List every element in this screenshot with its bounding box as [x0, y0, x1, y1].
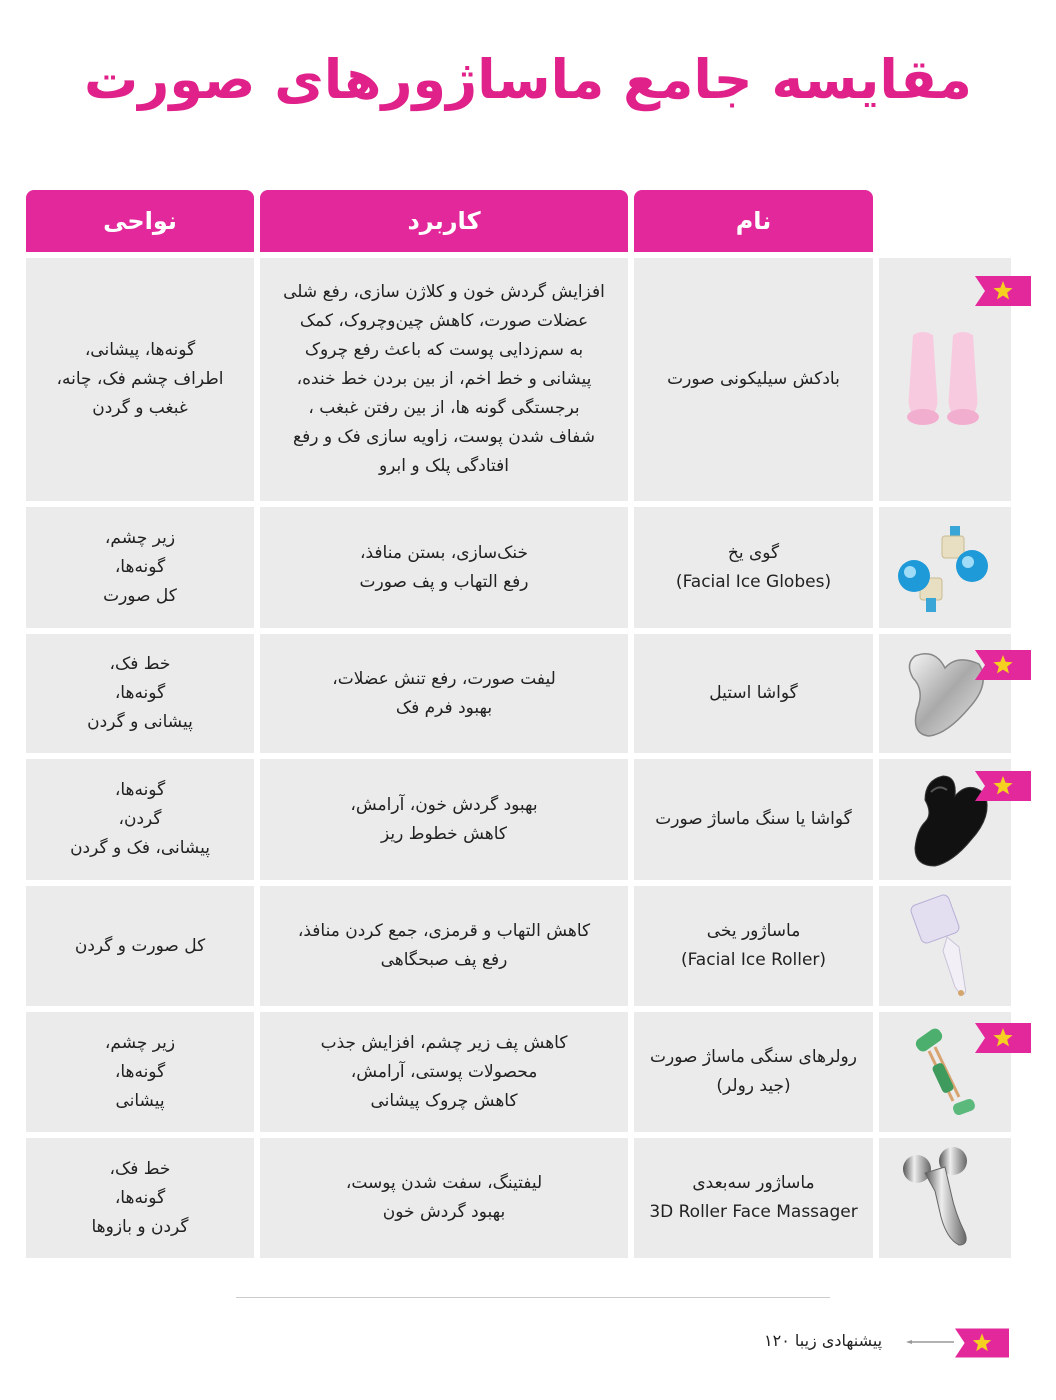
legend-label: پیشنهادی زیبا ۱۲۰ [764, 1331, 883, 1350]
product-name [634, 634, 873, 753]
name-line: (Facial Ice Roller) [680, 950, 827, 970]
areas-line: گونه‌ها، پیشانی، [84, 340, 196, 360]
usage-line: لیفتینگ، سفت شدن پوست، [345, 1173, 543, 1193]
3d-roller-image [895, 1143, 995, 1253]
usage-line: لیفت صورت، رفع تنش عضلات، [332, 668, 556, 689]
product-name [634, 1012, 873, 1132]
areas-line: گردن و بازوها [91, 1216, 189, 1237]
product-name [634, 759, 873, 880]
product-usage [260, 759, 628, 880]
areas-line: خط فک، [109, 654, 171, 674]
usage-line: افتادگی پلک و ابرو [378, 456, 510, 476]
areas-line: خط فک، [109, 1158, 171, 1179]
product-name [634, 1138, 873, 1258]
name-line: رولرهای سنگی ماساژ صورت [650, 1047, 857, 1067]
legend-arrow-icon [906, 1340, 954, 1344]
areas-line: گونه‌ها، [114, 1187, 166, 1208]
usage-line: کاهش خطوط ریز [381, 823, 507, 844]
recommended-star-icon [975, 650, 1031, 680]
product-name [634, 258, 873, 501]
usage-line: پیشانی و خط اخم، از بین بردن خط خنده، [296, 369, 592, 389]
header-areas: نواحی [26, 190, 254, 252]
usage-line: افزایش گردش خون و کلاژن سازی، رفع شلی [283, 282, 605, 302]
usage-line: رفع پف صبحگاهی [380, 950, 508, 970]
recommended-star-icon [975, 1023, 1031, 1053]
areas-line: زیر چشم، [104, 1032, 176, 1053]
areas-line: اطراف چشم فک، چانه، [56, 369, 224, 389]
header-usage: کاربرد [260, 190, 628, 252]
areas-line: پیشانی [115, 1090, 165, 1111]
ice-globes-image [890, 518, 1000, 618]
usage-line: کاهش چروک پیشانی [370, 1090, 518, 1111]
areas-line: غبغب و گردن [92, 398, 188, 418]
product-usage [260, 507, 628, 628]
product-areas [26, 1012, 254, 1132]
recommended-star-icon [975, 276, 1031, 306]
name-line: گواشا یا سنگ ماساژ صورت [655, 809, 852, 829]
name-line: بادکش سیلیکونی صورت [667, 369, 840, 389]
usage-line: به سم‌زدایی پوست که باعث رفع چروک [304, 340, 584, 360]
usage-line: رفع التهاب و پف صورت [359, 571, 529, 592]
product-areas [26, 507, 254, 628]
usage-line: بهبود گردش خون [382, 1202, 506, 1222]
product-usage [260, 1138, 628, 1258]
name-line: ماساژور یخی [706, 921, 801, 941]
usage-line: محصولات پوستی، آرامش، [350, 1061, 538, 1082]
name-line: گوی یخ [727, 542, 780, 563]
areas-line: گونه‌ها، [114, 780, 166, 800]
product-areas [26, 759, 254, 880]
areas-line: گونه‌ها، [114, 683, 166, 703]
product-areas [26, 1138, 254, 1258]
usage-line: خنک‌سازی، بستن منافذ، [359, 542, 528, 563]
areas-line: پیشانی و گردن [87, 712, 193, 732]
legend-star-icon [955, 1328, 1009, 1358]
name-line: (Facial Ice Globes) [675, 571, 832, 592]
name-line: 3D Roller Face Massager [649, 1202, 858, 1222]
areas-line: پیشانی، فک و گردن [70, 838, 210, 858]
usage-line: عضلات صورت، کاهش چین‌وچروک، کمک [299, 311, 589, 331]
usage-line: برجستگی گونه ها، از بین رفتن غبغب ، [308, 398, 580, 418]
ice-roller-image [895, 891, 995, 1001]
areas-line: گونه‌ها، [114, 1061, 166, 1082]
silicone-cups-image [895, 325, 995, 435]
product-usage [260, 1012, 628, 1132]
usage-line: بهبود فرم فک [395, 697, 493, 718]
usage-line: بهبود گردش خون، آرامش، [350, 794, 538, 815]
product-usage [260, 258, 628, 501]
product-image-cell [879, 886, 1011, 1006]
product-usage [260, 886, 628, 1006]
recommended-star-icon [975, 771, 1031, 801]
product-image-cell [879, 507, 1011, 628]
product-areas [26, 258, 254, 501]
areas-line: گردن، [118, 809, 162, 829]
product-areas [26, 886, 254, 1006]
usage-line: شفاف شدن پوست، زاویه سازی فک و رفع [293, 427, 595, 447]
page-title: مقایسه جامع ماساژورهای صورت [84, 48, 972, 111]
usage-line: کاهش پف زیر چشم، افزایش جذب [320, 1032, 568, 1053]
areas-line: کل صورت و گردن [74, 935, 206, 956]
product-areas [26, 634, 254, 753]
product-name [634, 886, 873, 1006]
divider [236, 1297, 830, 1298]
areas-line: زیر چشم، [104, 528, 176, 548]
name-line: (جید رولر) [716, 1076, 791, 1096]
product-name [634, 507, 873, 628]
header-name: نام [634, 190, 873, 252]
usage-line: کاهش التهاب و قرمزی، جمع کردن منافذ، [297, 921, 591, 941]
product-usage [260, 634, 628, 753]
areas-line: کل صورت [103, 586, 177, 606]
areas-line: گونه‌ها، [114, 557, 166, 577]
name-line: ماساژور سه‌بعدی [692, 1173, 815, 1193]
name-line: گواشا استیل [709, 683, 798, 703]
product-image-cell [879, 1138, 1011, 1258]
